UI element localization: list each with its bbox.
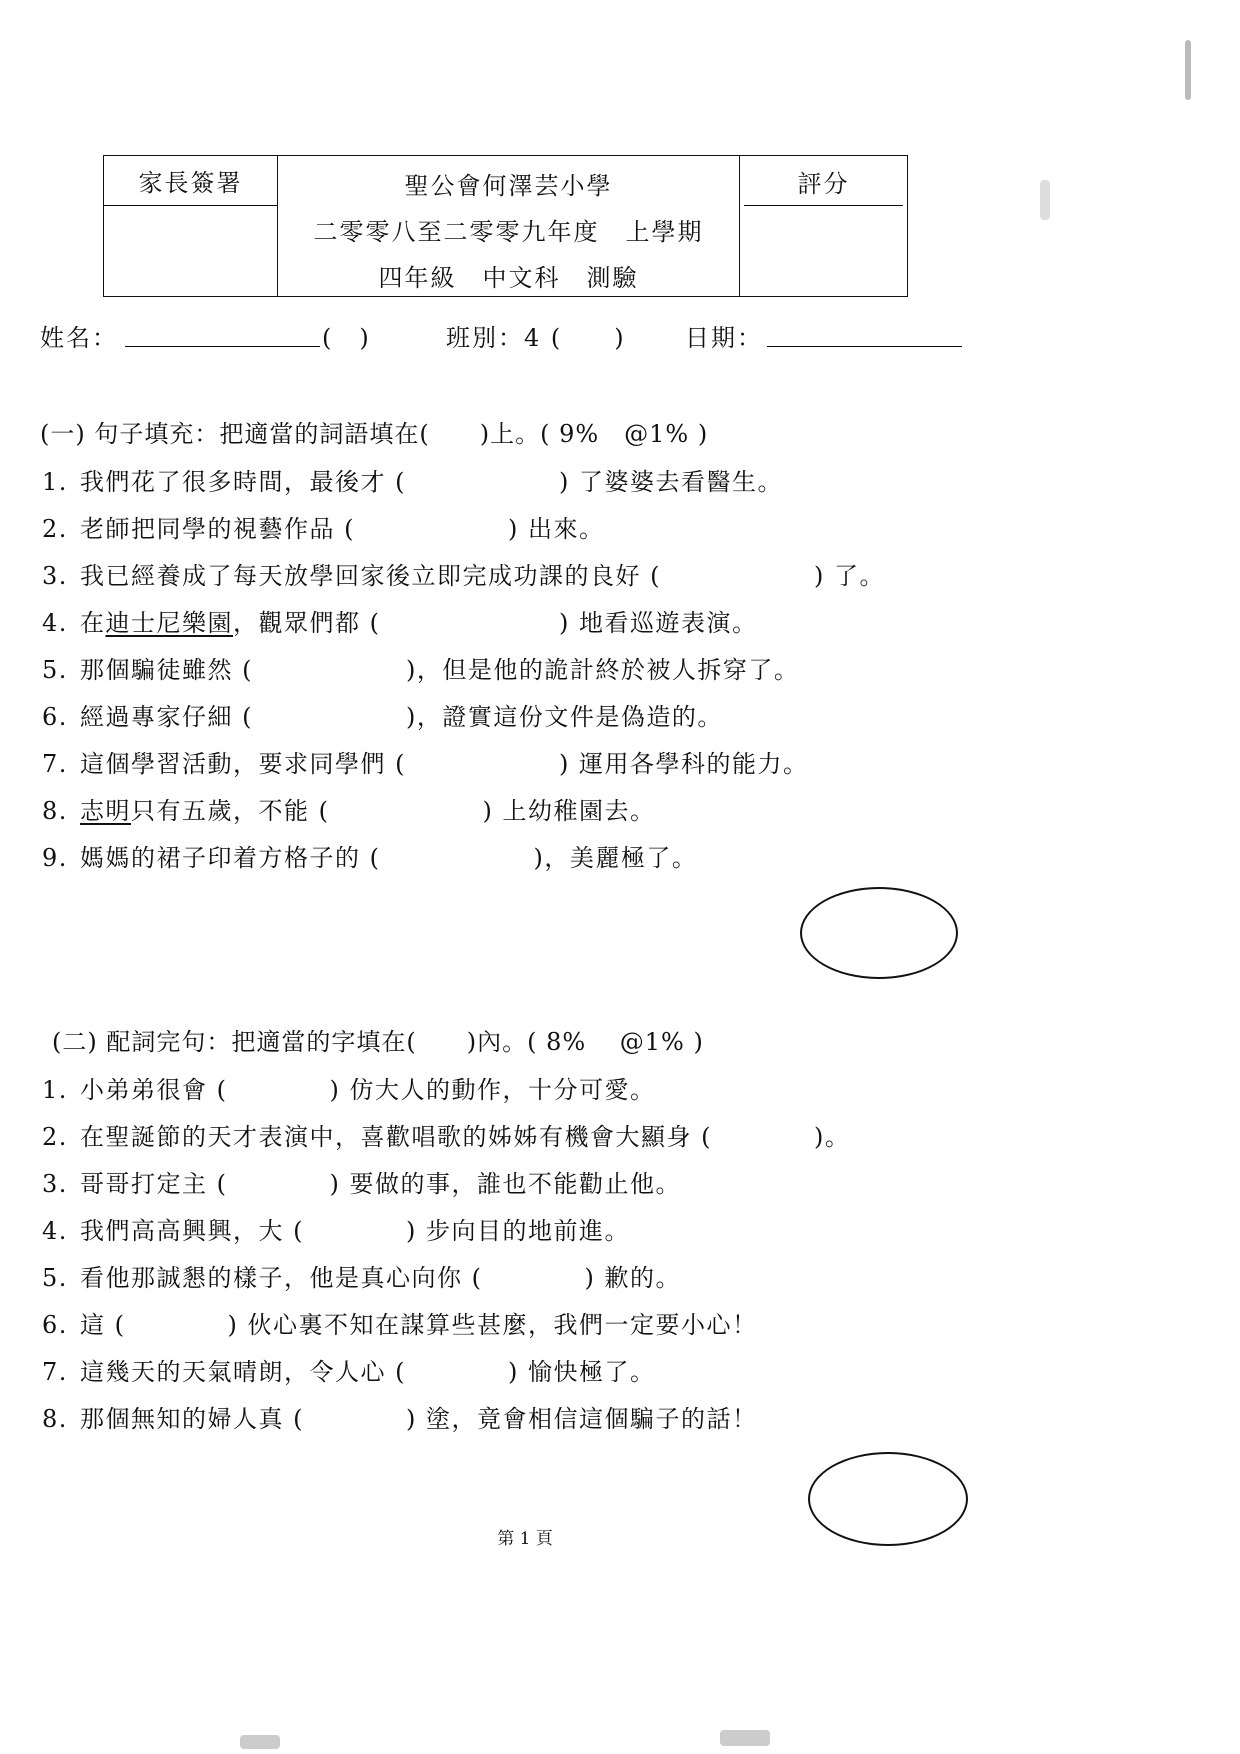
date-input-line[interactable]	[767, 346, 962, 347]
s2-question-3: 3. 哥哥打定主 ( ) 要做的事，誰也不能勸止他。	[42, 1170, 681, 1198]
s2-question-2: 2. 在聖誕節的天才表演中，喜歡唱歌的姊姊有機會大顯身 ( )。	[42, 1123, 851, 1151]
school-name: 聖公會何澤芸小學	[404, 172, 613, 200]
score-label: 評分	[797, 170, 850, 198]
name-input-line[interactable]	[125, 346, 320, 347]
class-number-brackets: ( )	[322, 324, 371, 352]
section1-title: (一) 句子填充：把適當的詞語填在( )上。( 9% @1% )	[40, 420, 709, 448]
page-number: 第 1 頁	[497, 1529, 553, 1549]
class-label: 班別：4 ( )	[446, 324, 626, 352]
scan-noise	[720, 1730, 770, 1746]
s2-question-8: 8. 那個無知的婦人真 ( ) 塗，竟會相信這個騙子的話！	[42, 1405, 758, 1433]
s1-question-3: 3. 我已經養成了每天放學回家後立即完成功課的良好 ( ) 了。	[42, 562, 885, 590]
s2-question-4: 4. 我們高高興興，大 ( ) 步向目的地前進。	[42, 1217, 630, 1245]
s2-question-1: 1. 小弟弟很會 ( ) 仿大人的動作，十分可愛。	[42, 1076, 656, 1104]
school-year: 二零零八至二零零九年度 上學期	[313, 218, 704, 246]
section1-score-oval[interactable]	[800, 887, 958, 979]
scan-noise	[240, 1735, 280, 1749]
school-info-cell	[278, 156, 739, 296]
s1-question-8: 8. 志明只有五歲，不能 ( ) 上幼稚園去。	[42, 797, 656, 825]
underlined-person-name: 志明	[80, 797, 131, 825]
header-table	[103, 155, 908, 297]
s1-question-5: 5. 那個騙徒雖然 ( )，但是他的詭計終於被人拆穿了。	[42, 656, 800, 684]
section2-title: (二) 配詞完句：把適當的字填在( )內。( 8% @1% )	[52, 1028, 704, 1056]
score-divider	[744, 205, 903, 206]
s2-question-6: 6. 這 ( ) 伙心裏不知在謀算些甚麼，我們一定要小心！	[42, 1311, 758, 1339]
underlined-place-name: 迪士尼樂園	[105, 609, 233, 637]
s1-question-7: 7. 這個學習活動，要求同學們 ( ) 運用各學科的能力。	[42, 750, 809, 778]
s1-question-4: 4. 在迪士尼樂園，觀眾們都 ( ) 地看巡遊表演。	[42, 609, 758, 637]
parent-signature-cell	[104, 156, 278, 296]
scan-noise	[1185, 40, 1191, 100]
s1-question-2: 2. 老師把同學的視藝作品 ( ) 出來。	[42, 515, 605, 543]
s1-question-6: 6. 經過專家仔細 ( )，證實這份文件是偽造的。	[42, 703, 723, 731]
subject-line: 四年級 中文科 測驗	[378, 264, 639, 292]
s1-question-1: 1. 我們花了很多時間，最後才 ( ) 了婆婆去看醫生。	[42, 468, 783, 496]
name-label: 姓名：	[40, 324, 118, 352]
s2-question-5: 5. 看他那誠懇的樣子，他是真心向你 ( ) 歉的。	[42, 1264, 681, 1292]
s2-question-7: 7. 這幾天的天氣晴朗，令人心 ( ) 愉快極了。	[42, 1358, 656, 1386]
s1-question-9: 9. 媽媽的裙子印着方格子的 ( )，美麗極了。	[42, 844, 698, 872]
parent-signature-label: 家長簽署	[104, 156, 277, 206]
score-cell	[739, 156, 907, 296]
scan-noise	[1040, 180, 1050, 220]
date-label: 日期：	[685, 324, 763, 352]
